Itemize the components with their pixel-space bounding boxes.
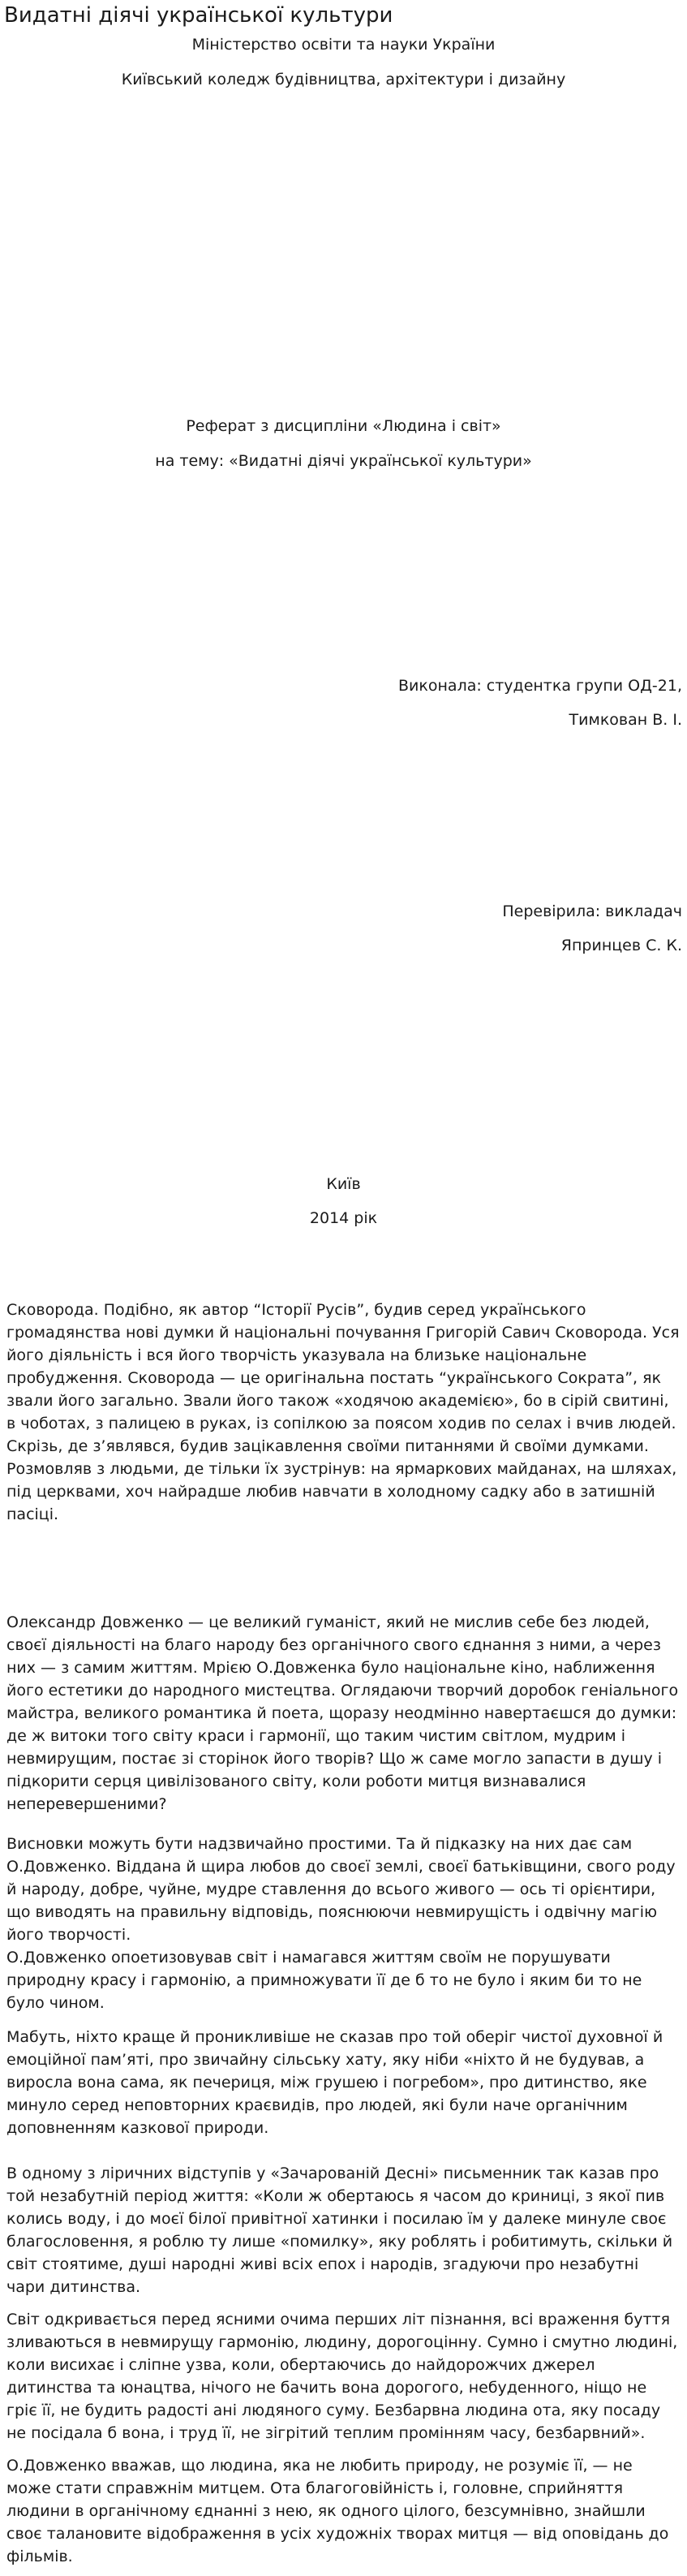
paragraph-conclusions: Висновки можуть бути надзвичайно простими. Та й підказку на них дає сам О.Довженко. Віддана й щира любов до своєї землі, своєї батьківщини, свого роду й народу, добре, чуйне, мудре ставлення до всього живого — ось ті орієнтири, що виводять на правильну відповідь, пояснюючи невмирущість і одвічну магію його творчості. [6,1835,676,1944]
subject-line: Реферат з дисципліни «Людина і світ» [186,417,501,435]
year: 2014 рік [309,1209,378,1227]
topic-line: на тему: «Видатні діячі української культури» [155,452,532,470]
paragraph-desna-quote: В одному з ліричних відступів у «Зачарованій Десні» письменник так казав про той незабутній період життя: «Коли ж обертаюсь я часом до криниці, з якої пив колись воду, і до моєї білої привітної хатинки і посилаю їм у далеке минуле своє благословення, я роблю ту лише «помилку», яку роблять і робитимуть, скільки й світ стоятиме, душі народні живі всіх епох і народів, згадуючи про незабутні чари дитинства. [6,2165,673,2296]
reviewer-title: Перевірила: викладач [502,902,682,920]
city: Київ [326,1175,361,1193]
document-title: Видатні діячі української культури [4,3,393,28]
paragraph-skovoroda: Сковорода. Подібно, як автор “Історії Русів”, будив серед українського громадянства нові думки й національні почування Григорій Савич Сковорода. Уся його діяльність і вся його творчість указувала на близьке національне пробудження. Сковорода — це оригінальна постать “українського Сократа”, як звали його загально. Звали його також «ходячою академією», бо в сірій свитині, в чоботах, з палицею в руках, із сопілкою за поясом ходив по селах і вчив людей. Скрізь, де з’являвся, будив зацікавлення своїми питаннями й своїми думками. Розмовляв з людьми, де тільки їх зустрінув: на ярмаркових майданах, на шляхах, під церквами, хоч найрадше любив навчати в холодному садку або в затишній пасіці. [6,1301,680,1523]
paragraph-world: Світ одкривається перед ясними очима перших літ пізнання, всі враження буття зливаються в невмирущу гармонію, людину, дорогоцінну. Сумно і смутно людині, коли висихає і сліпне узва, коли, обертаючись до найдорожчих джерел дитинства та юнацтва, нічого не бачить вона дорогого, небуденного, ніщо не гріє її, не будить радості ані людяного суму. Безбарвна людина ота, яку посаду не посідала б вона, і труд її, не зігрітий теплим промінням часу, безбарвний». [6,2311,678,2442]
paragraph-memory: Мабуть, ніхто краще й проникливіше не сказав про той оберіг чистої духовної й емоційної пам’яті, про звичайну сільську хату, яку ніби «ніхто й не будував, а виросла вона сама, як печериця, між грушею і погребом», про дитинство, яке минуло серед неповторних краєвидів, про людей, які були наче органічним доповненням казкової природи. [6,2028,663,2137]
college-name: Київський коледж будівництва, архітектури і дизайну [121,71,566,88]
paragraph-dovzhenko-intro: Олександр Довженко — це великий гуманіст, який не мислив себе без людей, своєї діяльності на благо народу без органічного свого єднання з ними, а через них — з самим життям. Мрією О.Довженка було національне кіно, наближення його естетики до народного мистецтва. Оглядаючи творчий доробок геніального майстра, великого романтика й поета, щоразу неодмінно навертаєшся до думки: де ж витоки того світу краси і гармонії, що таким чистим світлом, мудрим і невмирущим, постає зі сторінок його творів? Що ж саме могло запасти в душу і підкорити серця цивілізованого світу, коли роботи митця визнавалися неперевершеними? [6,1613,679,1813]
author-name: Тимкован В. І. [569,711,682,729]
paragraph-poetization: О.Довженко опоетизовував світ і намагався життям своїм не порушувати природну красу і гармонію, а примножувати її де б то не було і яким би то не було чином. [6,1949,642,2012]
ministry-name: Міністерство освіти та науки України [191,36,496,54]
paragraph-nature: О.Довженко вважав, що людина, яка не любить природу, не розуміє її, — не може стати справжнім митцем. Ота благоговійність і, головне, сприйняття людини в органічному єднанні з нею, як одного цілого, безсумнівно, знайшли своє талановите відображення в усіх художніх творах митця — від оповідань до фільмів. [6,2457,669,2565]
reviewer-name: Япринцев С. К. [560,937,682,954]
author-group: Виконала: студентка групи ОД-21, [398,677,682,695]
